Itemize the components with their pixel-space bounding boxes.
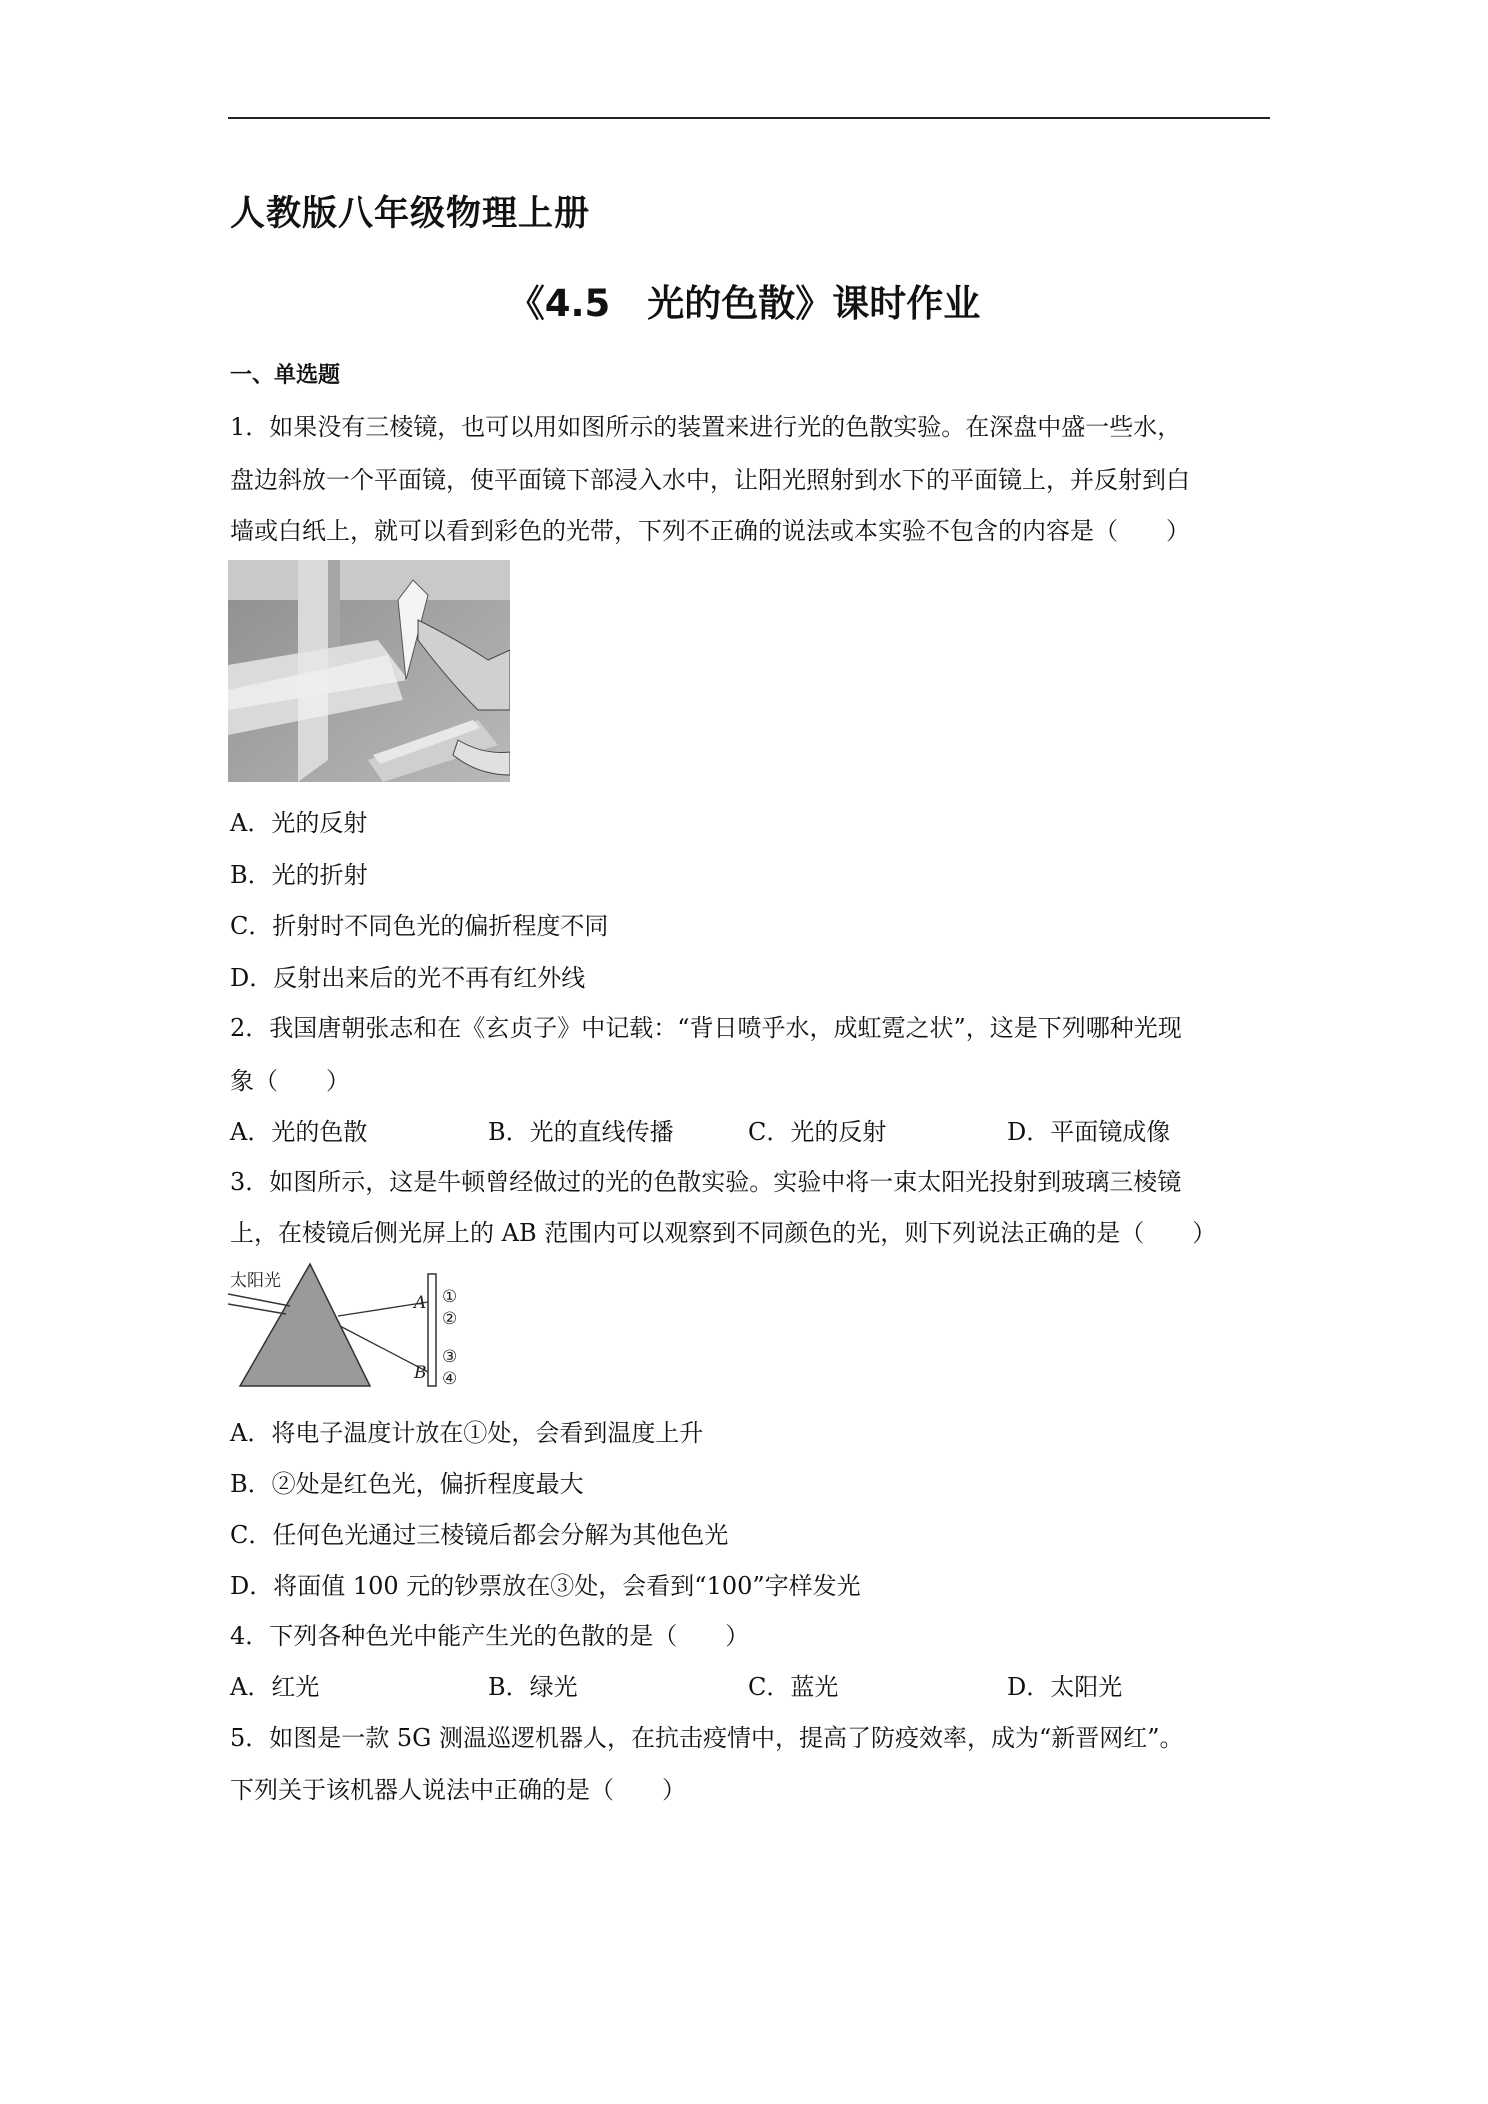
- mark-3: ③: [442, 1347, 458, 1367]
- light-screen: [428, 1274, 436, 1386]
- q3-stem-line: 上，在棱镜后侧光屏上的 AB 范围内可以观察到不同颜色的光，则下列说法正确的是（ ）: [230, 1219, 1217, 1247]
- q3-option-d: D．将面值 100 元的钞票放在③处，会看到“100”字样发光: [230, 1572, 861, 1600]
- q5-stem-line: 5．如图是一款 5G 测温巡逻机器人，在抗击疫情中，提高了防疫效率，成为“新晋网红”。: [230, 1724, 1184, 1752]
- section-heading: 一、单选题: [230, 363, 341, 388]
- q3-option-c: C．任何色光通过三棱镜后都会分解为其他色光: [230, 1521, 729, 1549]
- doc-subtitle: 《4.5 光的色散》课时作业: [507, 282, 981, 325]
- mark-4: ④: [442, 1369, 458, 1389]
- header-rule: [228, 117, 1270, 119]
- mark-1: ①: [442, 1287, 458, 1307]
- q2-stem-line: 2．我国唐朝张志和在《玄贞子》中记载：“背日喷乎水，成虹霓之状”，这是下列哪种光现: [230, 1014, 1182, 1042]
- q2-option-d: D．平面镜成像: [1007, 1118, 1171, 1146]
- q1-option-b: B．光的折射: [230, 861, 368, 889]
- q3-option-b: B．②处是红色光，偏折程度最大: [230, 1470, 584, 1498]
- point-a-label: A: [414, 1293, 427, 1313]
- mark-2: ②: [442, 1309, 458, 1329]
- q1-stem-line: 1．如果没有三棱镜，也可以用如图所示的装置来进行光的色散实验。在深盘中盛一些水，: [230, 413, 1182, 441]
- doc-title: 人教版八年级物理上册: [230, 194, 591, 234]
- q5-stem-line: 下列关于该机器人说法中正确的是（ ）: [230, 1776, 686, 1804]
- q2-option-a: A．光的色散: [230, 1118, 368, 1146]
- q2-stem-line: 象（ ）: [230, 1067, 350, 1095]
- q1-option-a: A．光的反射: [230, 809, 368, 837]
- q1-stem-line: 墙或白纸上，就可以看到彩色的光带，下列不正确的说法或本实验不包含的内容是（ ）: [230, 517, 1190, 545]
- q3-option-a: A．将电子温度计放在①处，会看到温度上升: [230, 1419, 704, 1447]
- q3-stem-line: 3．如图所示，这是牛顿曾经做过的光的色散实验。实验中将一束太阳光投射到玻璃三棱镜: [230, 1168, 1182, 1196]
- q4-stem-line: 4．下列各种色光中能产生光的色散的是（ ）: [230, 1622, 750, 1650]
- q4-option-a: A．红光: [230, 1673, 320, 1701]
- q2-option-c: C．光的反射: [748, 1118, 887, 1146]
- point-b-label: B: [414, 1363, 427, 1383]
- q3-prism-figure: [228, 1262, 478, 1392]
- q1-option-c: C．折射时不同色光的偏折程度不同: [230, 912, 609, 940]
- q4-option-c: C．蓝光: [748, 1673, 839, 1701]
- q1-mirror-dispersion-figure: [228, 560, 510, 782]
- q1-option-d: D．反射出来后的光不再有红外线: [230, 964, 586, 992]
- q4-option-d: D．太阳光: [1007, 1673, 1123, 1701]
- q4-option-b: B．绿光: [488, 1673, 578, 1701]
- sun-light-label: 太阳光: [230, 1271, 281, 1291]
- q2-option-b: B．光的直线传播: [488, 1118, 674, 1146]
- q1-stem-line: 盘边斜放一个平面镜，使平面镜下部浸入水中，让阳光照射到水下的平面镜上，并反射到白: [230, 466, 1190, 494]
